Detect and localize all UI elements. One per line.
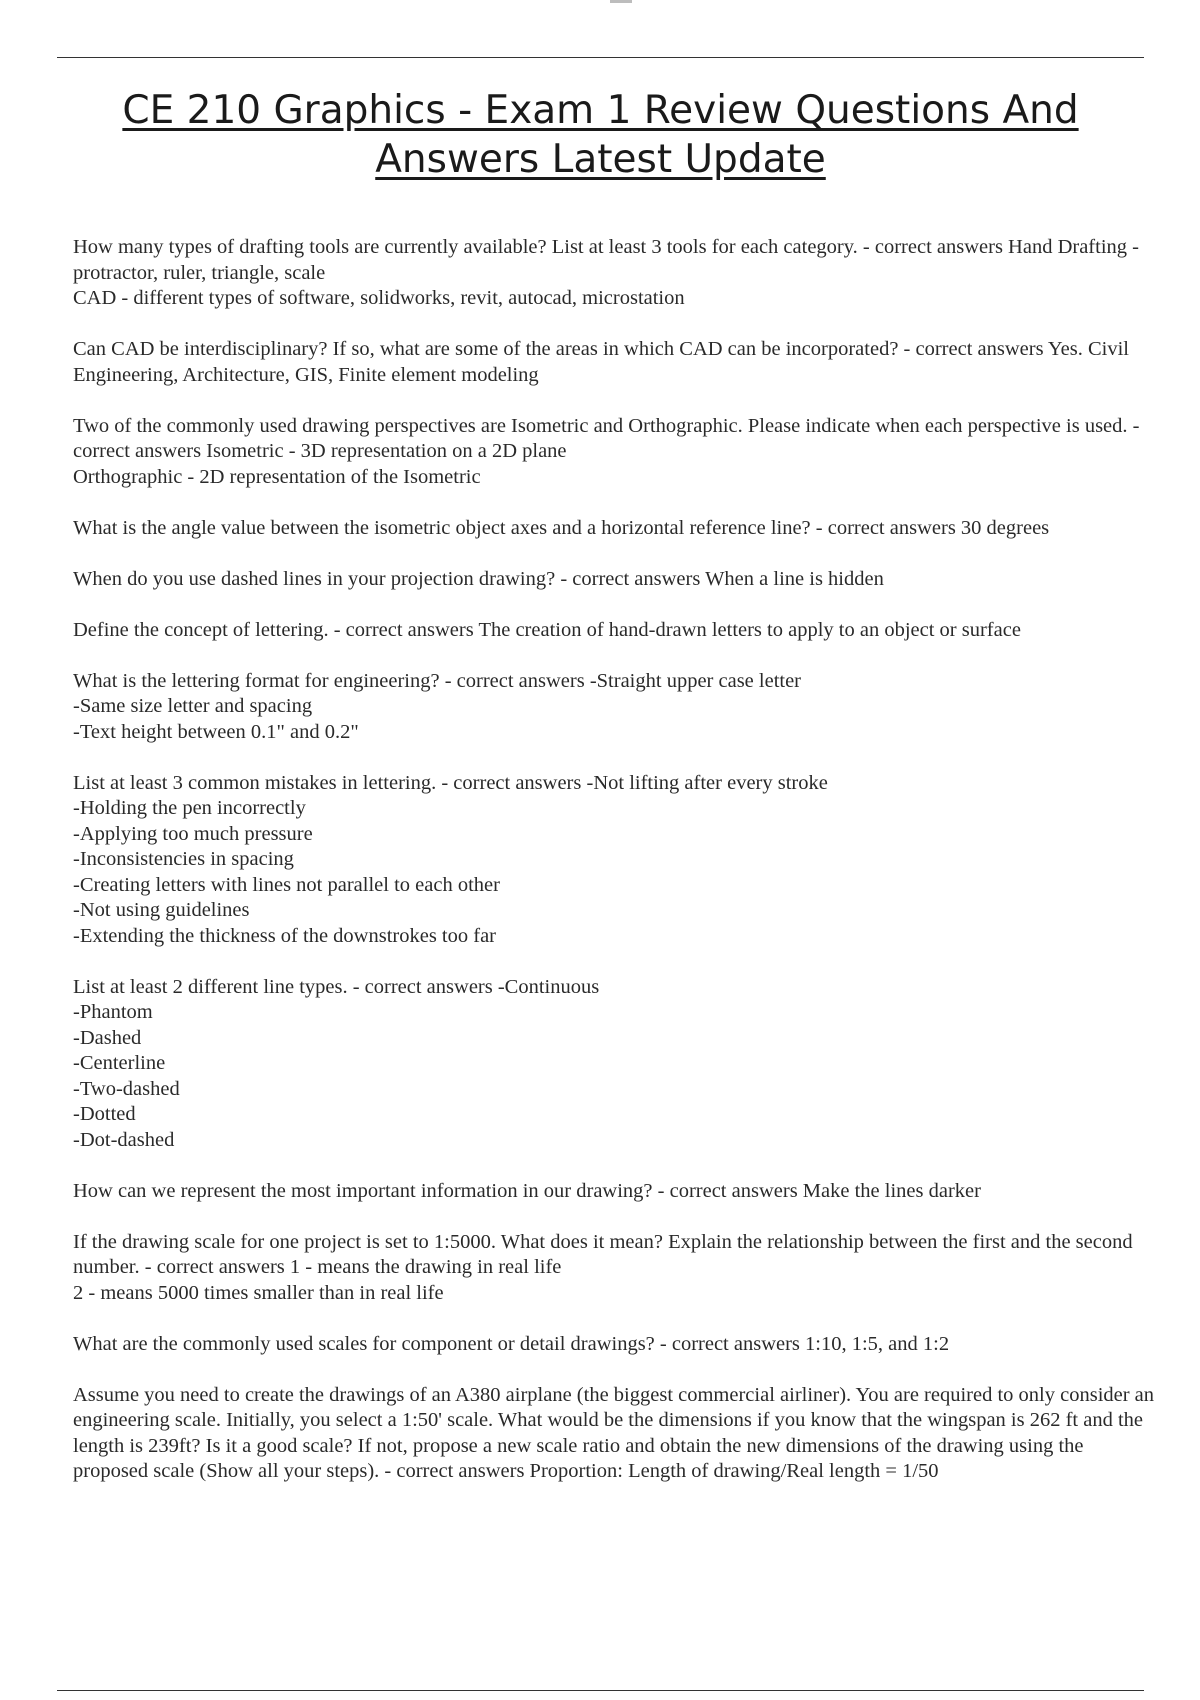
qa-text: Define the concept of lettering. - correct answers The creation of hand-drawn letters to apply to an object or surface [73,618,1021,641]
qa-text: What is the angle value between the isometric object axes and a horizontal reference line? - correct answers 30 degrees [73,516,1050,539]
qa-item [73,567,1155,593]
qa-text: What are the commonly used scales for component or detail drawings? - correct answers 1:10, 1:5, and 1:2 [73,1332,950,1355]
qa-answer-line: -Dot-dashed [73,1128,175,1151]
qa-answer-line: -Holding the pen incorrectly [73,797,306,819]
qa-item [73,1179,1155,1205]
qa-text: When do you use dashed lines in your projection drawing? - correct answers When a line is hidden [73,567,884,590]
qa-answer-line: CAD - different types of software, solidworks, revit, autocad, microstation [73,287,685,309]
qa-item [73,669,1155,746]
qa-answer-line: -Applying too much pressure [73,822,313,845]
qa-text: Two of the commonly used drawing perspectives are Isometric and Orthographic. Please indicate when each perspective is used. - correct answers Isometric - 3D representation on a 2D plane [73,414,1140,462]
page-top-mark [610,0,632,3]
qa-item [73,414,1155,491]
qa-item [73,1332,1155,1358]
qa-answer-line: -Creating letters with lines not parallel to each other [73,873,500,896]
qa-text: If the drawing scale for one project is set to 1:5000. What does it mean? Explain the relationship between the first and the second number. - correct answers 1 - means the drawing in real life [73,1230,1133,1278]
qa-text: What is the lettering format for engineering? - correct answers -Straight upper case letter [73,669,802,692]
qa-answer-line: Orthographic - 2D representation of the Isometric [73,465,481,488]
qa-item [73,1383,1155,1485]
qa-item [73,771,1155,950]
qa-text: Assume you need to create the drawings of an A380 airplane (the biggest commercial airliner). You are required to only consider an engineering scale. Initially, you select a 1:50' scale. What would be the dimensions if you know that the wingspan is 262 ft and the length is 239ft? Is it a good scale? If not, propose a new scale ratio and obtain the new dimensions of the drawing using the proposed scale (Show all your steps). - correct answers Proportion: Length of drawing/Real length = 1/50 [73,1383,1155,1482]
document-title: CE 210 Graphics - Exam 1 Review Questions And Answers Latest Update [122,88,1079,182]
qa-answer-line: -Same size letter and spacing [73,695,313,717]
qa-answer-line: 2 - means 5000 times smaller than in real life [73,1281,444,1304]
qa-text: List at least 3 common mistakes in lettering. - correct answers -Not lifting after every stroke [73,771,828,794]
qa-text: List at least 2 different line types. - correct answers -Continuous [73,975,600,998]
qa-answer-line: -Centerline [73,1052,166,1074]
qa-answer-line: -Dotted [73,1103,136,1125]
footer-divider [57,1690,1144,1691]
qa-answer-line: -Phantom [73,1001,153,1023]
qa-text: How many types of drafting tools are currently available? List at least 3 tools for each category. - correct answers Hand Drafting - protractor, ruler, triangle, scale [73,236,1139,284]
header-divider [57,57,1144,58]
qa-answer-line: -Extending the thickness of the downstrokes too far [73,924,497,947]
qa-list [73,235,1155,1510]
qa-item [73,337,1155,388]
qa-answer-line: -Not using guidelines [73,899,250,921]
qa-item [73,975,1155,1154]
qa-item [73,618,1155,644]
qa-answer-line: -Inconsistencies in spacing [73,848,294,870]
qa-answer-line: -Dashed [73,1026,142,1049]
qa-item [73,516,1155,542]
qa-item [73,1230,1155,1307]
qa-text: How can we represent the most important information in our drawing? - correct answers Make the lines darker [73,1179,981,1202]
qa-answer-line: -Text height between 0.1" and 0.2" [73,720,359,743]
qa-answer-line: -Two-dashed [73,1077,180,1100]
qa-item [73,235,1155,312]
qa-text: Can CAD be interdisciplinary? If so, what are some of the areas in which CAD can be incorporated? - correct answers Yes. Civil Engineering, Architecture, GIS, Finite element modeling [73,338,1130,386]
